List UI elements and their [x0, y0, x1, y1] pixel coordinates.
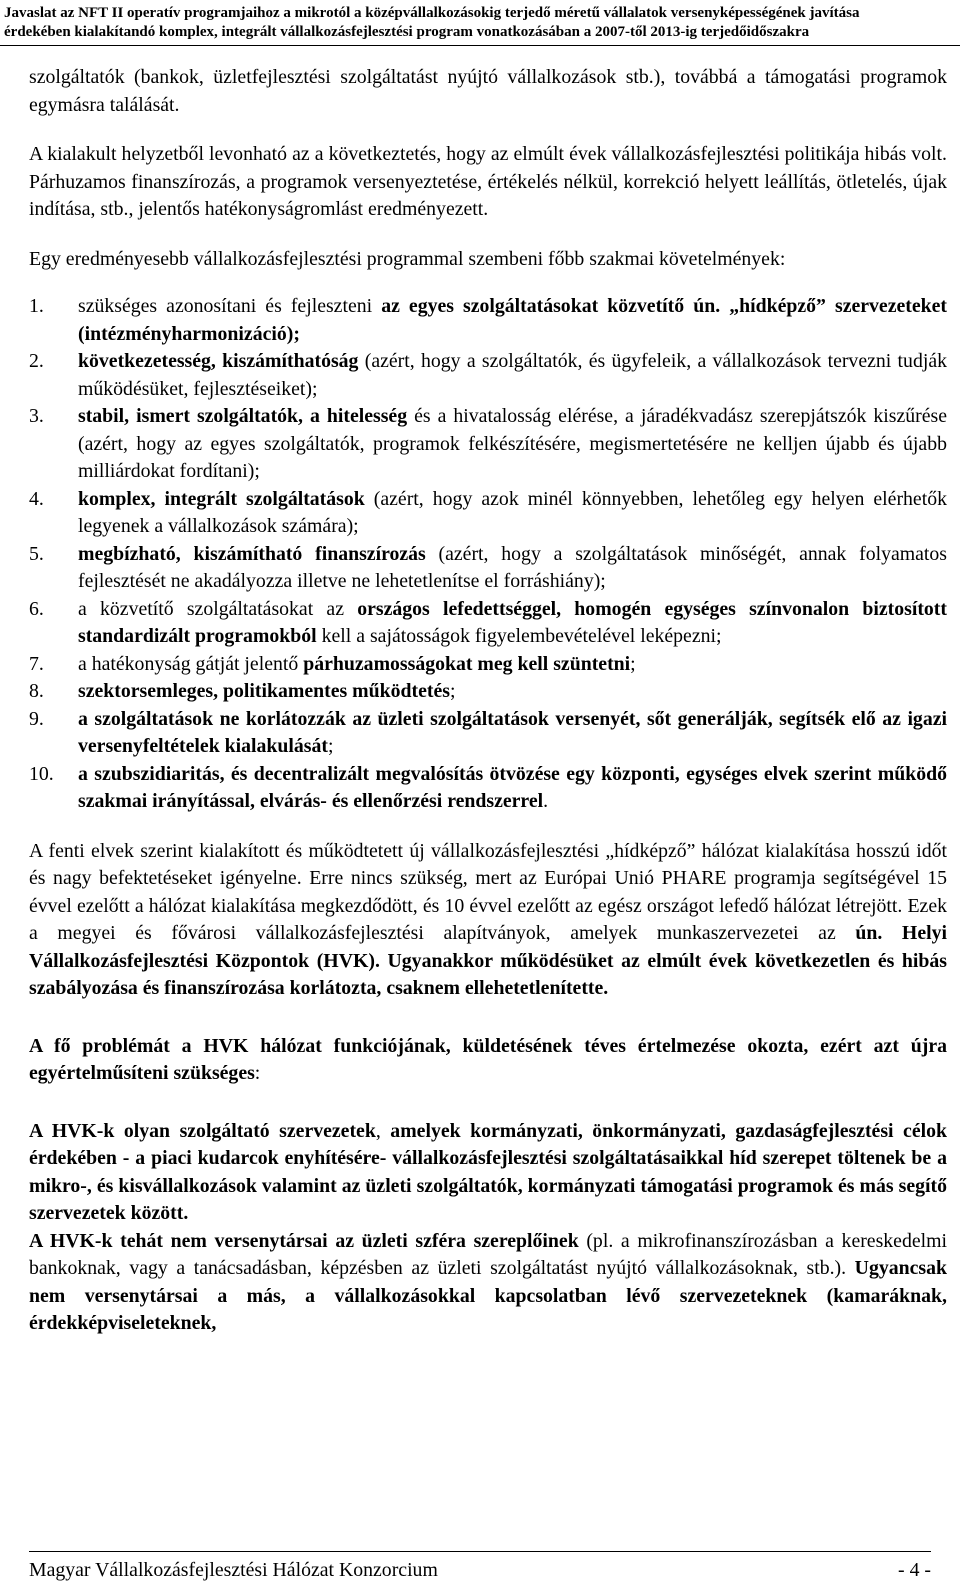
list-item-run: ;: [327, 735, 334, 757]
intro-paragraph-1: szolgáltatók (bankok, üzletfejlesztési szolgáltatást nyújtó vállalkozások stb.), továbbá a támogatási programok egymásra találását.: [29, 66, 947, 116]
list-item: [29, 706, 947, 761]
list-item: [29, 486, 947, 541]
list-item-run: ;: [630, 652, 636, 675]
list-item-text: [78, 651, 947, 679]
para_def-run: amelyek kormányzati, önkormányzati, gazdaságfejlesztési célok érdekében - a piaci kudarcok enyhítésére- vállalkozásfejlesztési szolgáltatásaikkal híd szerepet töltenek be a mikro-, és kisvállalkozások valamint az üzleti szolgáltatók, kormányzati támogatási programok és más segítő szervezetek között.: [29, 1119, 947, 1224]
list-item-text: [78, 678, 947, 706]
list-item: [29, 541, 947, 596]
list-item-run: komplex, integrált szolgáltatások: [78, 487, 365, 510]
list-item-text: [78, 348, 947, 403]
para_comp-run: (pl. a mikrofinanszírozásban a kereskedelmi bankoknak, vagy a tanácsadásban, képzésben az üzleti szolgáltatást nyújtó vállalkozásoknak, stb.).: [29, 1229, 948, 1279]
competition-paragraph: [29, 1228, 947, 1338]
list-item: [29, 678, 947, 706]
list-item-number: 2.: [29, 350, 44, 372]
hvk-paragraph: [29, 838, 947, 1003]
list-item-number: 9.: [29, 707, 44, 730]
list-item-run: az egyes szolgáltatásokat közvetítő ún. „hídképző” szervezeteket (intézményharmonizáció);: [78, 295, 947, 345]
list-item-run: a szubszidiaritás, és decentralizált megvalósítás ötvözése egy központi, egységes elvek szerint működő szakmai irányítással, elvárás- és ellenőrzési rendszerrel: [78, 762, 947, 812]
list-item-run: a közvetítő szolgáltatásokat az: [78, 597, 358, 620]
list-item-run: a szolgáltatások ne korlátozzák az üzleti szolgáltatások versenyét, sőt generálják, segítsék elő az igazi versenyfeltételek kialakulását: [78, 707, 947, 757]
list-item-run: kell a sajátosságok figyelembevételével leképezni;: [316, 625, 722, 647]
list-item-run: stabil, ismert szolgáltatók, a hitelesség: [78, 405, 408, 427]
list-item-number: 7.: [29, 652, 44, 675]
page-number: - 4 -: [898, 1559, 931, 1581]
para_hvk-run: ún. Helyi Vállalkozásfejlesztési Központok (HVK). Ugyanakkor működésüket az elmúlt évek következetlen és hibás szabályozása és finanszírozása korlátozta, csaknem ellehetetlenítette.: [29, 922, 947, 999]
header-line-1: Javaslat az NFT II operatív programjaihoz a mikrotól a középvállalkozásokig terjedő méretű vállalatok versenyképességének javítása: [4, 5, 860, 21]
list-item-text: [78, 596, 947, 651]
para_problem-run: :: [254, 1062, 261, 1084]
para_def-run: A HVK-k olyan szolgáltató szervezetek: [29, 1119, 376, 1142]
list-item-number: 6.: [29, 597, 44, 620]
list-item-number: 5.: [29, 542, 44, 565]
list-item-text: [78, 706, 947, 761]
list-item-run: .: [543, 790, 549, 812]
para_comp-run: A HVK-k tehát nem versenytársai az üzleti szféra szereplőinek: [29, 1229, 579, 1252]
para_comp-run: Ugyancsak nem versenytársai a más, a vállalkozásokkal kapcsolatban lévő szervezeteknek (kamaráknak, érdekképviseleteknek,: [29, 1257, 947, 1334]
para_hvk-run: A fenti elvek szerint kialakított és működtetett új vállalkozásfejlesztési „hídképző” hálózat kialakítása hosszú időt és nagy befektetéseket igényelne. Erre nincs szükség, mert az Európai Unió PHARE programja segítségével 15 évvel ezelőtt a hálózat kialakítása megkezdődött, és 10 évvel ezelőtt az egész országot lefedő hálózat létrejött. Ezek a megyei és fővárosi vállalkozásfejlesztési alapítványok, amelyek munkaszervezetei az: [29, 839, 947, 944]
list-item-number: 10.: [29, 762, 54, 785]
problem-paragraph: [29, 1033, 947, 1088]
para_problem-run: A fő problémát a HVK hálózat funkciójának, küldetésének téves értelmezése okozta, ezért azt újra egyértelműsíteni szükséges: [29, 1034, 947, 1084]
list-item-run: (azért, hogy a szolgáltatók, és ügyfeleik, a vállalkozások tervezni tudják működésüket, fejlesztéseiket);: [78, 350, 948, 400]
list-item-text: [78, 293, 947, 348]
list-item-text: [78, 403, 947, 486]
list-item: [29, 403, 947, 486]
list-item: [29, 348, 947, 403]
requirements-list: [29, 293, 947, 816]
list-item-number: 8.: [29, 680, 44, 702]
list-item-run: és a hivatalosság elérése, a járadékvadász szerepjátszók kiszűrése (azért, hogy az egyes szolgáltatók, programok felkészítésére, megismertetésére ne kelljen újabb és újabb milliárdokat fordítani);: [78, 405, 948, 482]
footer-organization: Magyar Vállalkozásfejlesztési Hálózat Konzorcium: [29, 1559, 438, 1581]
list-item-run: (azért, hogy azok minél könnyebben, lehetőleg egy helyen elérhetők legyenek a vállalkozások számára);: [78, 487, 947, 537]
list-item: [29, 293, 947, 348]
list-item-run: megbízható, kiszámítható finanszírozás: [78, 542, 426, 565]
list-item-run: országos lefedettséggel, homogén egységes színvonalon biztosított standardizált programokból: [78, 597, 947, 647]
definition-paragraph: [29, 1118, 947, 1228]
page-footer: [29, 1551, 931, 1582]
list-item-run: következetesség, kiszámíthatóság: [78, 350, 359, 372]
list-item-run: szükséges azonosítani és fejleszteni: [78, 295, 382, 317]
list-item-run: ;: [449, 680, 456, 702]
list-item: [29, 596, 947, 651]
list-item-run: a hatékonyság gátját jelentő: [78, 652, 304, 675]
list-item-run: szektorsemleges, politikamentes működtetés: [78, 680, 450, 702]
list-item-text: [78, 541, 947, 596]
list-item-number: 4.: [29, 487, 44, 510]
list-item-number: 3.: [29, 405, 44, 427]
list-item: [29, 651, 947, 679]
list-item-text: [78, 486, 947, 541]
list-item-run: (azért, hogy a szolgáltatások minőségét, annak folyamatos fejlesztését ne akadályozza illetve ne lehetetlenítse el forráshiány);: [78, 542, 948, 592]
list-item-text: [78, 761, 947, 816]
para_def-run: ,: [375, 1119, 391, 1142]
list-item-run: párhuzamosságokat meg kell szüntetni: [303, 652, 631, 675]
intro-paragraph-3: Egy eredményesebb vállalkozásfejlesztési programmal szembeni főbb szakmai követelmények:: [29, 247, 786, 270]
list-item: [29, 761, 947, 816]
running-header: [0, 0, 960, 46]
intro-paragraph-2: A kialakult helyzetből levonható az a következtetés, hogy az elmúlt évek vállalkozásfejlesztési politikája hibás volt. Párhuzamos finanszírozás, a programok versenyeztetése, értékelés nélkül, korrekció helyett leállítás, ötletelés, újak indítása, stb., jelentős hatékonyságromlást eredményezett.: [29, 143, 947, 220]
header-line-2: érdekében kialakítandó komplex, integrált vállalkozásfejlesztési program vonatkozásában a 2007-től 2013-ig terjedőidőszakra: [4, 24, 810, 40]
list-item-number: 1.: [29, 295, 44, 317]
document-body: [29, 64, 947, 1338]
